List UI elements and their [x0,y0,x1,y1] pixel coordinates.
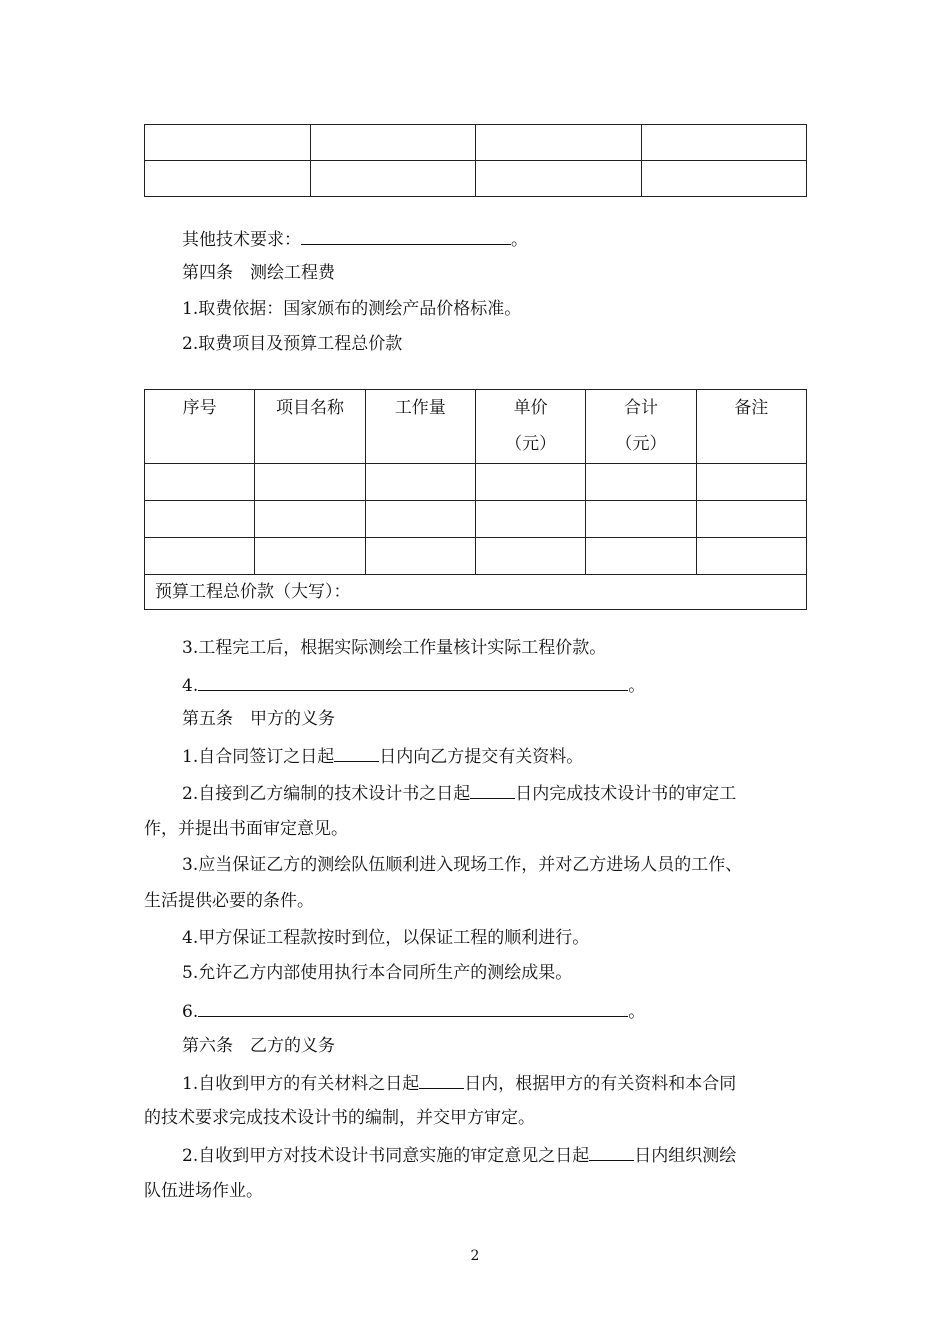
fill-blank [198,998,628,1017]
table-cell [586,538,696,575]
table-row [145,161,807,197]
table-cell [696,464,806,501]
table-cell [145,501,255,538]
fill-blank [470,780,515,799]
article6-item2 [182,1142,736,1168]
table-cell [365,501,475,538]
table-cell [255,464,365,501]
table-cell [255,538,365,575]
header-cell-item-name [255,390,365,464]
table-cell [475,464,585,501]
header-cell-workload [365,390,475,464]
table-cell [641,161,807,197]
item-prefix: 6. [182,1002,199,1022]
text: 2.自收到甲方对技术设计书同意实施的审定意见之日起 [182,1146,590,1166]
continued-table [144,124,807,197]
table-row [145,125,807,161]
header-text: 合计 [623,398,658,418]
text: 日内，根据甲方的有关资料和本合同 [464,1074,737,1094]
article6-title: 第六条 乙方的义务 [182,1036,335,1056]
table-cell [365,538,475,575]
table-cell [145,464,255,501]
header-cell-index [145,390,255,464]
article5-item3-cont: 生活提供必要的条件。 [144,891,314,911]
table-row [145,538,807,575]
text: 2.自接到乙方编制的技术设计书之日起 [182,784,471,804]
table-row [145,501,807,538]
header-unit: （元） [505,434,557,454]
total-row [145,575,807,610]
table-cell [365,464,475,501]
article5-title: 第五条 甲方的义务 [182,709,335,729]
table-cell [145,161,311,197]
article5-item1 [182,743,583,769]
article5-item3: 3.应当保证乙方的测绘队伍顺利进入现场工作，并对乙方进场人员的工作、 [182,855,743,875]
header-cell-unit-price [475,390,585,464]
text: 日内完成技术设计书的审定工 [515,784,737,804]
fill-blank [198,672,628,691]
punct: 。 [511,230,528,250]
punct: 。 [628,1002,646,1022]
article4-item1: 1.取费依据：国家颁布的测绘产品价格标准。 [182,299,522,319]
page-number: 2 [470,1248,480,1264]
article5-item2 [182,780,736,806]
table-cell [475,501,585,538]
article6-item2-cont: 队伍进场作业。 [144,1181,263,1201]
punct: 。 [628,676,646,696]
fee-table-header [145,390,807,464]
table-cell [586,501,696,538]
text: 1.自收到甲方的有关材料之日起 [182,1074,420,1094]
fee-table [144,389,807,610]
table-row [145,464,807,501]
text: 日内向乙方提交有关资料。 [379,747,584,767]
header-cell-subtotal [586,390,696,464]
article4-title: 第四条 测绘工程费 [182,263,335,283]
table-cell [255,501,365,538]
article5-item5: 5.允许乙方内部使用执行本合同所生产的测绘成果。 [182,963,573,983]
header-cell-remarks [696,390,806,464]
article4-item3: 3.工程完工后，根据实际测绘工作量核计实际工程价款。 [182,638,607,658]
table-cell [586,464,696,501]
article4-item2: 2.取费项目及预算工程总价款 [182,334,403,354]
article6-item1-cont: 的技术要求完成技术设计书的编制，并交甲方审定。 [144,1108,535,1128]
article4-item4 [182,672,645,698]
other-requirements-line [182,226,528,252]
table-cell [476,125,642,161]
table-cell [145,538,255,575]
article5-item2-cont: 作，并提出书面审定意见。 [144,819,348,839]
text: 1.自合同签订之日起 [182,747,335,767]
table-cell [475,538,585,575]
table-cell [696,538,806,575]
item-prefix: 4. [182,676,199,696]
article5-item4: 4.甲方保证工程款按时到位，以保证工程的顺利进行。 [182,928,590,948]
table-cell [696,501,806,538]
fill-blank [419,1070,464,1089]
fill-blank [301,226,511,245]
text: 日内组织测绘 [634,1146,737,1166]
header-text: 序号 [182,398,217,418]
other-requirements-label: 其他技术要求： [182,230,301,250]
table-cell [145,125,311,161]
header-text: 单价 [513,398,548,418]
table-cell [641,125,807,161]
header-text: 工作量 [394,398,446,418]
table-cell [310,161,476,197]
table-cell [476,161,642,197]
header-unit: （元） [615,434,667,454]
table-cell [310,125,476,161]
header-text: 项目名称 [275,398,344,418]
fill-blank [334,743,379,762]
header-text: 备注 [734,398,769,418]
total-label: 预算工程总价款（大写）： [145,575,807,610]
article5-item6 [182,998,645,1024]
fill-blank [589,1142,634,1161]
article6-item1 [182,1070,736,1096]
